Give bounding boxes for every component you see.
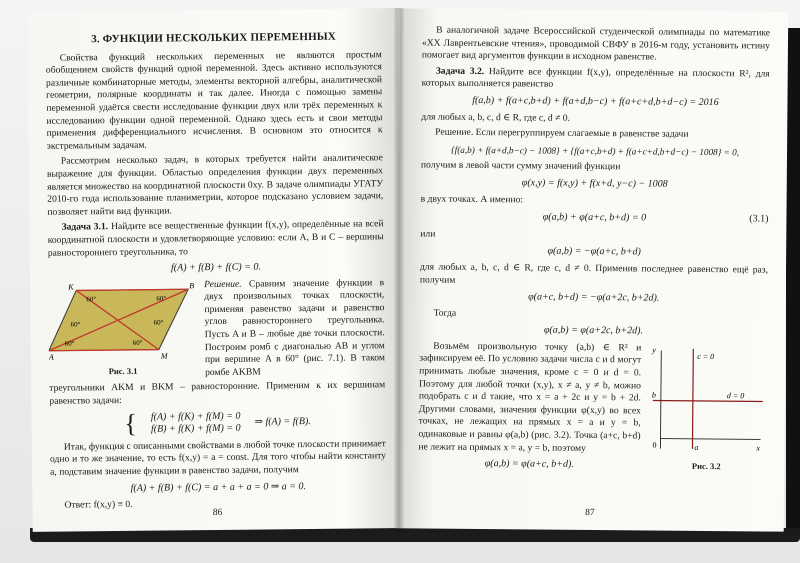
page-number: 86 bbox=[212, 507, 223, 519]
paragraph: Тогда bbox=[433, 307, 457, 319]
figure-caption: Рис. 3.2 bbox=[691, 461, 721, 472]
figure-block bbox=[418, 340, 767, 477]
system-result: ⇒ f(A) = f(B). bbox=[254, 415, 311, 428]
right-page bbox=[396, 8, 789, 531]
angle-label: 60° bbox=[156, 294, 167, 303]
figure-caption: Рис. 3.1 bbox=[108, 366, 138, 377]
task-label: Задача 3.2. bbox=[435, 65, 485, 77]
label-d0: d = 0 bbox=[726, 391, 745, 401]
paragraph: или bbox=[420, 228, 436, 240]
angle-label: 60° bbox=[64, 339, 75, 348]
paragraph: в двух точках. А именно: bbox=[420, 193, 524, 205]
formula: φ(a,b) = −φ(a+c, b+d) bbox=[547, 245, 641, 258]
task-statement bbox=[47, 219, 383, 260]
coordinate-figure bbox=[646, 342, 767, 455]
formula: f(A) + f(B) + f(C) = a + a + a = 0 ⇒ a = 0. bbox=[130, 480, 306, 494]
book-gutter bbox=[394, 8, 404, 532]
paragraph: Итак, функция с описанными свойствами в любой точке плоскости принимает одно и то же значение, то есть f(x,y) = a = const. Для того чтобы найти константу a, подставим значение функции в равенство задачи, получим bbox=[49, 438, 387, 478]
label-m: M bbox=[160, 351, 168, 361]
label-b: b bbox=[651, 390, 656, 400]
label-b: B bbox=[189, 280, 195, 290]
paragraph: Возьмём произвольную точку (a,b) ∈ R² и зафиксируем её. По условию задачи числа c и d могут принимать любые значения, кроме c = 0 и d = 0. Поэтому для любой точки (x,y), x ≠ a, y ≠ b, можно подобрать c и d такие, что x = a + 2c и y = b + 2d. Другими словами, значения функции φ(x,y) во всех точках, не лежащих на прямых x = a и y = b, одинаковые и равны φ(a,b) (рис. 3.2). Точка (a+c, b+d) не лежит на прямых x = a, y = b, поэтому bbox=[418, 340, 642, 454]
solution-text: Решение. Сравним значение функции в двух произвольных точках плоскости, применяя равенство задачи и равенство углов равностороннего треугольника. Пусть A и B – любые две точки плоскости. Построим ромб с диагональю AB и углом при вершине A в 60° (рис. 7.1). В таком ромбе AKBM bbox=[204, 276, 385, 378]
paragraph: В аналогичной задаче Всероссийской студенческой олимпиады по математике «XX Лаврентьевские чтения», проводимой СВФУ в 2016-м году, установить истину помогает вид аргументов функции в исходном равенстве. bbox=[421, 24, 771, 63]
task-text: Найдите все функции f(x,y), определённые на плоскости R², для которых выполняется равенство bbox=[421, 65, 770, 91]
system-line: f(B) + f(K) + f(M) = 0 bbox=[150, 422, 241, 435]
task-label: Задача 3.1. bbox=[61, 221, 109, 233]
formula: φ(a+c, b+d) = −φ(a+2c, b+2d). bbox=[528, 291, 660, 304]
line-y-eq-b bbox=[653, 400, 763, 401]
figure-block bbox=[48, 277, 385, 381]
line-x-eq-a bbox=[692, 349, 693, 449]
paragraph: для любых a, b, c, d ∈ R, где c, d ≠ 0. Применив последнее равенство ещё раз, получим bbox=[419, 261, 769, 286]
formula: {f(a,b) + f(a+d,b−c) − 1008} + {f(a+c,b+d) + f(a+c+d,b+d−c) − 1008} = 0, bbox=[450, 144, 740, 158]
equation-3-1 bbox=[420, 211, 768, 227]
answer: Ответ: f(x,y) ≡ 0. bbox=[64, 499, 133, 511]
book-cover-edge bbox=[786, 28, 800, 528]
paragraph: получим в левой части сумму значений функции bbox=[420, 159, 621, 173]
label-a: A bbox=[48, 352, 54, 361]
label-y: y bbox=[652, 345, 656, 355]
formula: φ(a,b) + φ(a+c, b+d) = 0 bbox=[542, 211, 647, 224]
formula: f(A) + f(B) + f(C) = 0. bbox=[170, 261, 261, 274]
angle-label: 60° bbox=[153, 318, 164, 327]
rhombus-figure bbox=[48, 279, 197, 361]
task-statement bbox=[422, 65, 770, 93]
formula: φ(a,b) = φ(a+2c, b+2d). bbox=[543, 324, 644, 337]
label-origin: 0 bbox=[652, 440, 657, 450]
paragraph: Решение. Если перегруппируем слагаемые в равенстве задачи bbox=[435, 126, 689, 140]
paragraph: для любых a, b, c, d ∈ R, где c, d ≠ 0. bbox=[421, 111, 571, 124]
y-axis bbox=[660, 350, 661, 448]
paragraph: треугольники AKM и BKM – равносторонние. Применим к их вершинам равенство задачи: bbox=[49, 379, 386, 407]
angle-label: 60° bbox=[70, 320, 81, 329]
figure-3-1 bbox=[48, 279, 197, 381]
angle-label: 60° bbox=[86, 294, 97, 304]
equation-number: (3.1) bbox=[749, 213, 769, 225]
figure-3-2 bbox=[646, 342, 767, 477]
section-title: 3. ФУНКЦИИ НЕСКОЛЬКИХ ПЕРЕМЕННЫХ bbox=[91, 30, 337, 46]
formula: f(a,b) + f(a+c,b+d) + f(a+d,b−c) + f(a+c+d,b+d−c) = 2016 bbox=[472, 94, 719, 109]
system-line: f(A) + f(K) + f(M) = 0 bbox=[150, 410, 241, 423]
label-k: K bbox=[68, 282, 74, 292]
task-text: Найдите все вещественные функции f(x,y), определённые на всей координатной плоскости и удовлетворяющие условию: если A, B и C – вершины равностороннего треугольника, то bbox=[47, 218, 384, 259]
x-axis bbox=[661, 438, 761, 439]
label-c0: c = 0 bbox=[697, 351, 715, 361]
left-page bbox=[27, 8, 402, 532]
solution-label: Решение. bbox=[204, 278, 242, 290]
page-number: 87 bbox=[585, 507, 595, 519]
paragraph: Свойства функций нескольких переменных не являются простым обобщением свойств функций одной переменной. Здесь активно используются различные комбинаторные методы, элементы векторной алгебры, аналитической геометрии, полярные координаты и так далее. Иногда с помощью замены переменной удаётся свести исследование функции двух или трёх переменных к исследованию функции одной переменной. Однако здесь есть и свои методы применения дифференциального исчисления. В основном это относится к экстремальным задачам. bbox=[45, 48, 383, 152]
formula: φ(a,b) = φ(a+c, b+d). bbox=[484, 458, 574, 471]
label-x: x bbox=[756, 443, 761, 453]
paragraph: Рассмотрим несколько задач, в которых требуется найти аналитическое выражение для функции. Областью определения функции двух переменных является множество на координатной плоскости 0xy. В задаче олимпиады УГАТУ 2010-го года использование планиметрии, которое подсказано условием задачи, позволяет найти вид функции. bbox=[46, 152, 384, 218]
label-a: a bbox=[694, 442, 699, 452]
formula: φ(x,y) = f(x,y) + f(x+d, y−c) − 1008 bbox=[521, 177, 668, 190]
angle-label: 60° bbox=[132, 338, 143, 347]
equation-system: { f(A) + f(K) + f(M) = 0 f(B) + f(K) + f(M) = 0 ⇒ f(A) = f(B). bbox=[124, 409, 311, 439]
